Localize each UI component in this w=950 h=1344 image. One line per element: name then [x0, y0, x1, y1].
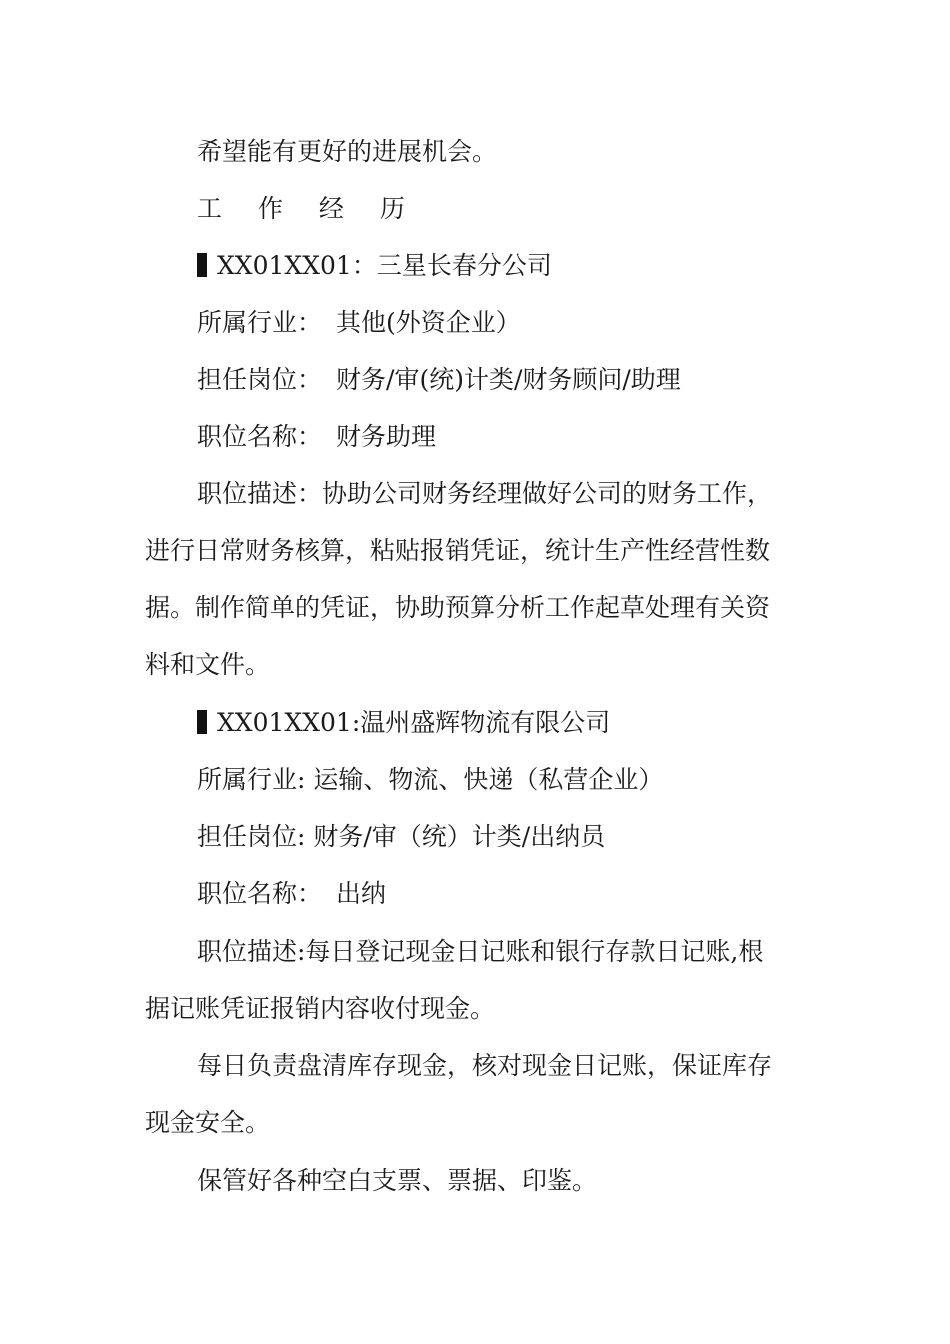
- job1-header-text: XX01XX01：三星长春分公司: [217, 251, 552, 280]
- intro-text: 希望能有更好的进展机会。: [197, 137, 498, 166]
- job1-post-value: 财务/审(统)计类/财务顾问/助理: [336, 365, 681, 394]
- job2-duty-line: 现金安全。: [145, 1108, 271, 1137]
- job2-duty-line: 每日负责盘清库存现金，核对现金日记账，保证库存: [197, 1051, 773, 1080]
- job1-desc-line: 进行日常财务核算，粘贴报销凭证，统计生产性经营性数: [145, 536, 771, 565]
- bullet-marker: [197, 253, 207, 277]
- job2-title-value: 出纳: [336, 879, 387, 908]
- job2-header: [197, 707, 610, 739]
- job2-header-text: XX01XX01:温州盛辉物流有限公司: [217, 708, 611, 737]
- job1-industry: [197, 307, 521, 339]
- job1-desc-line: 职位描述：协助公司财务经理做好公司的财务工作，: [197, 479, 773, 508]
- job1-desc-line: 据。制作简单的凭证，协助预算分析工作起草处理有关资: [145, 593, 771, 622]
- job1-title: [197, 421, 436, 453]
- job1-desc-line: 料和文件。: [145, 650, 271, 679]
- section-title: 工 作 经 历: [197, 194, 419, 223]
- job1-industry-label: 所属行业：: [197, 308, 323, 337]
- job1-header: [197, 250, 552, 282]
- job2-title-label: 职位名称：: [197, 879, 323, 908]
- job1-title-label: 职位名称：: [197, 422, 323, 451]
- bullet-marker: [197, 710, 207, 734]
- job2-duty-line: 保管好各种空白支票、票据、印鉴。: [197, 1166, 598, 1195]
- job2-post: 担任岗位: 财务/审（统）计类/出纳员: [197, 822, 606, 851]
- job1-post: [197, 364, 681, 396]
- job2-desc-line: 职位描述:每日登记现金日记账和银行存款日记账,根: [197, 937, 764, 966]
- job2-title: [197, 878, 386, 910]
- job2-industry: 所属行业: 运输、物流、快递（私营企业）: [197, 765, 664, 794]
- job1-title-value: 财务助理: [336, 422, 437, 451]
- job1-industry-value: 其他(外资企业）: [336, 308, 521, 337]
- job1-post-label: 担任岗位：: [197, 365, 323, 394]
- job2-desc-line: 据记账凭证报销内容收付现金。: [145, 994, 496, 1023]
